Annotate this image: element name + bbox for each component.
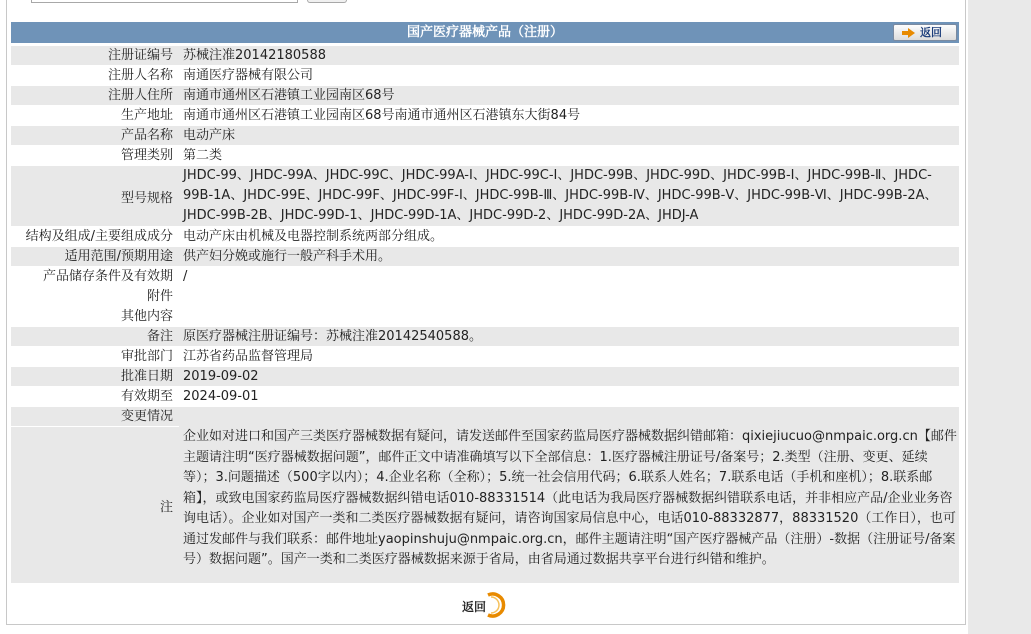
- field-value: /: [179, 267, 959, 286]
- field-value: 第二类: [179, 146, 959, 165]
- field-value: 南通医疗器械有限公司: [179, 66, 959, 85]
- field-value: JHDC-99、JHDC-99A、JHDC-99C、JHDC-99A-Ⅰ、JHDC-99C-Ⅰ、JHDC-99B、JHDC-99D、JHDC-99B-Ⅰ、JHDC-99B-Ⅱ、JHDC-99B-1A、JHDC-99E、JHDC-99F、JHDC-99F-Ⅰ、JHDC-99B-Ⅲ、JHDC-99B-Ⅳ、JHDC-99B-Ⅴ、JHDC-99B-Ⅵ、JHDC-99B-2A、JHDC-99B-2B、JHDC-99D-1、JHDC-99D-1A、JHDC-99D-2、JHDC-99D-2A、JHDJ-A: [179, 166, 959, 226]
- table-row: [11, 227, 959, 246]
- page-title: 国产医疗器械产品（注册）: [406, 25, 563, 40]
- field-value: [179, 287, 959, 306]
- field-label: 注册人住所: [11, 86, 179, 105]
- field-label: 备注: [11, 327, 179, 346]
- page-right-margin: [968, 0, 1031, 634]
- table-row: [11, 367, 959, 386]
- field-label: 审批部门: [11, 347, 179, 366]
- table-row: [11, 407, 959, 426]
- table-row: [11, 327, 959, 346]
- field-label: 产品储存条件及有效期: [11, 267, 179, 286]
- field-label: 适用范围/预期用途: [11, 247, 179, 266]
- field-value: [179, 307, 959, 326]
- note-text: 企业如对进口和国产三类医疗器械数据有疑问，请发送邮件至国家药监局医疗器械数据纠错邮箱：qixiejiucuo@nmpaic.org.cn【邮件主题请注明“医疗器械数据问题”，邮件正文中请准确填写以下全部信息：1.医疗器械注册证号/备案号；2.类型（注册、变更、延续等）；3.问题描述（500字以内）；4.企业名称（全称）；5.统一社会信用代码；6.联系人姓名；7.联系电话（手机和座机）；8.联系邮箱】，或致电国家药监局医疗器械数据纠错电话010-88331514（此电话为我局医疗器械数据纠错联系电话，并非相应产品/企业业务咨询电话）。企业如对国产一类和二类医疗器械数据有疑问，请咨询国家局信息中心，电话010-88332877，88331520（工作日），也可通过发邮件与我们联系：邮件地址yaopinshuju@nmpaic.org.cn，邮件主题请注明“国产医疗器械产品（注册）-数据（注册证号/备案号）数据问题”。国产一类和二类医疗器械数据来源于省局，由省局通过数据共享平台进行纠错和维护。: [183, 429, 957, 567]
- table-row: [11, 287, 959, 306]
- field-label: 结构及组成/主要组成成分: [11, 227, 179, 246]
- back-button-label: 返回: [462, 600, 487, 614]
- table-row: [11, 126, 959, 145]
- search-input[interactable]: [31, 0, 298, 3]
- field-value: 电动产床由机械及电器控制系统两部分组成。: [179, 227, 959, 246]
- field-label: 生产地址: [11, 106, 179, 125]
- field-value: 江苏省药品监督管理局: [179, 347, 959, 366]
- field-label: 其他内容: [11, 307, 179, 326]
- field-value: 苏械注准20142180588: [179, 46, 959, 65]
- table-row: [11, 387, 959, 406]
- field-label: 变更情况: [11, 407, 179, 426]
- field-label: 型号规格: [11, 166, 179, 226]
- field-value: 南通市通州区石港镇工业园南区68号南通市通州区石港镇东大街84号: [179, 106, 959, 125]
- back-button-bottom[interactable]: [458, 592, 510, 620]
- detail-table: [11, 45, 959, 584]
- table-row: [11, 247, 959, 266]
- table-row: [11, 146, 959, 165]
- field-label: 有效期至: [11, 387, 179, 406]
- field-label: 注册人名称: [11, 66, 179, 85]
- field-label: 批准日期: [11, 367, 179, 386]
- field-label: 产品名称: [11, 126, 179, 145]
- field-label: 管理类别: [11, 146, 179, 165]
- table-row: [11, 307, 959, 326]
- note-label: 注: [11, 427, 179, 583]
- field-value: 供产妇分娩或施行一般产科手术用。: [179, 247, 959, 266]
- table-row: [11, 106, 959, 125]
- field-label: 附件: [11, 287, 179, 306]
- table-row: [11, 66, 959, 85]
- field-value: 2019-09-02: [179, 367, 959, 386]
- field-value: 电动产床: [179, 126, 959, 145]
- search-button[interactable]: [307, 0, 347, 3]
- table-row: [11, 347, 959, 366]
- page-title-bar: [11, 22, 959, 43]
- table-row: [11, 46, 959, 65]
- note-cell: [179, 407, 959, 583]
- field-label: 注册证编号: [11, 46, 179, 65]
- table-row: [11, 267, 959, 286]
- field-value: 原医疗器械注册证编号：苏械注准20142540588。: [179, 327, 959, 346]
- arrow-right-icon: [908, 28, 915, 38]
- table-row: [11, 166, 959, 226]
- field-value: 2024-09-01: [179, 387, 959, 406]
- table-row: [11, 86, 959, 105]
- back-button-top[interactable]: [893, 24, 957, 41]
- back-button-label: 返回: [920, 26, 942, 39]
- field-value: 南通市通州区石港镇工业园南区68号: [179, 86, 959, 105]
